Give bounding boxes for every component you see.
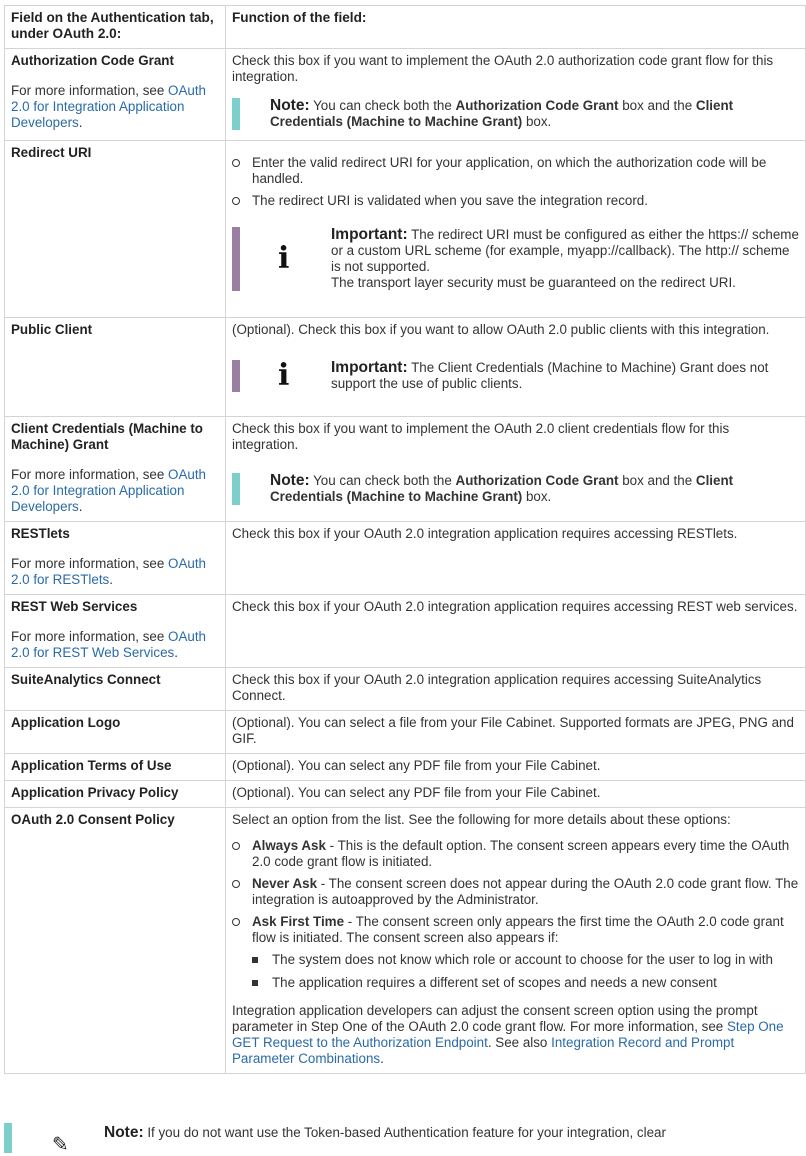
function-cell	[226, 595, 806, 668]
note-bold-1: Authorization Code Grant	[455, 473, 619, 488]
field-name: REST Web Services	[11, 599, 138, 614]
column-header-function: Function of the field:	[226, 6, 806, 49]
consent-paragraph-text-3: .	[380, 1051, 384, 1066]
field-cell	[5, 595, 226, 668]
list-item: The redirect URI is validated when you save the integration record.	[232, 193, 799, 209]
note-callout	[232, 473, 799, 505]
list-item: The application requires a different set of scopes and needs a new consent	[252, 975, 799, 991]
field-cell	[5, 668, 226, 711]
important-text	[232, 227, 799, 291]
table-row	[5, 318, 806, 417]
list-item	[232, 914, 799, 991]
link-integration-record-prompt[interactable]: Integration Record and Prompt Parameter Combinations	[232, 1035, 735, 1066]
option-always-ask: Always Ask	[252, 838, 326, 853]
sub-bullet-list	[252, 952, 799, 991]
more-info-suffix: .	[174, 645, 178, 660]
info-icon: i	[278, 241, 290, 276]
field-description: (Optional). Check this box if you want to allow OAuth 2.0 public clients with this integration.	[232, 322, 770, 337]
table-row	[5, 417, 806, 522]
link-oauth-integration-developers[interactable]: OAuth 2.0 for Integration Application Developers	[11, 467, 206, 514]
table-row	[5, 668, 806, 711]
note-text-1: You can check both the	[309, 473, 456, 488]
fields-table	[4, 5, 806, 1074]
field-name: Authorization Code Grant	[11, 53, 174, 68]
more-info	[11, 629, 219, 661]
important-label: Important:	[331, 226, 408, 243]
pencil-icon: ✎	[52, 1134, 69, 1156]
function-cell	[226, 417, 806, 522]
function-cell	[226, 711, 806, 754]
field-cell	[5, 141, 226, 318]
note-text-3: box.	[522, 489, 552, 504]
function-cell	[226, 522, 806, 595]
table-row	[5, 595, 806, 668]
field-description: (Optional). You can select any PDF file from your File Cabinet.	[232, 758, 601, 773]
important-label: Important:	[331, 359, 408, 376]
note-bold-2: Client Credentials (Machine to Machine Grant)	[270, 473, 734, 504]
option-always-ask-text: - This is the default option. The consent screen appears every time the OAuth 2.0 code grant flow is initiated.	[252, 838, 790, 869]
option-never-ask-text: - The consent screen does not appear during the OAuth 2.0 code grant flow. The integration is autoapproved by the Administrator.	[252, 876, 799, 907]
important-callout	[232, 227, 799, 291]
function-cell	[226, 808, 806, 1074]
function-cell	[226, 318, 806, 417]
option-ask-first-time: Ask First Time	[252, 914, 345, 929]
note-text	[232, 473, 799, 505]
list-item: The system does not know which role or account to choose for the user to log in with	[252, 952, 799, 968]
note-label: Note:	[270, 472, 310, 489]
field-description: Check this box if your OAuth 2.0 integration application requires accessing SuiteAnalytics Connect.	[232, 672, 762, 703]
field-description: Check this box if you want to implement the OAuth 2.0 client credentials flow for this integration.	[232, 421, 730, 452]
field-cell	[5, 318, 226, 417]
more-info	[11, 83, 219, 131]
field-name: Application Privacy Policy	[11, 785, 179, 800]
function-cell	[226, 668, 806, 711]
important-bar	[232, 360, 240, 392]
table-row	[5, 808, 806, 1074]
consent-options-list	[232, 838, 799, 991]
field-cell	[5, 49, 226, 141]
option-ask-first-time-text: - The consent screen only appears the first time the OAuth 2.0 code grant flow is initiated. The consent screen also appears if:	[252, 914, 784, 945]
link-oauth-restlets[interactable]: OAuth 2.0 for RESTlets	[11, 556, 206, 587]
consent-paragraph-text-1: Integration application developers can adjust the consent screen option using the prompt parameter in Step One of the OAuth 2.0 code grant flow. For more information, see	[232, 1003, 758, 1034]
note-body: If you do not want use the Token-based Authentication feature for your integration, clear	[143, 1125, 666, 1140]
field-description: Check this box if you want to implement the OAuth 2.0 authorization code grant flow for this integration.	[232, 53, 774, 84]
field-cell	[5, 808, 226, 1074]
table-row	[5, 141, 806, 318]
field-name: Application Logo	[11, 715, 121, 730]
note-text	[104, 1125, 666, 1141]
link-oauth-rest-web-services[interactable]: OAuth 2.0 for REST Web Services	[11, 629, 206, 660]
field-cell	[5, 781, 226, 808]
list-item: Enter the valid redirect URI for your application, on which the authorization code will be handled.	[232, 155, 799, 187]
field-description: (Optional). You can select any PDF file from your File Cabinet.	[232, 785, 601, 800]
table-row	[5, 522, 806, 595]
note-text-1: You can check both the	[309, 98, 456, 113]
field-description: Check this box if your OAuth 2.0 integration application requires accessing RESTlets.	[232, 526, 738, 541]
option-never-ask: Never Ask	[252, 876, 318, 891]
note-label: Note:	[104, 1124, 144, 1141]
column-header-field: Field on the Authentication tab, under OAuth 2.0:	[5, 6, 226, 49]
more-info-suffix: .	[109, 572, 113, 587]
more-info-prefix: For more information, see	[11, 467, 169, 482]
field-name: Application Terms of Use	[11, 758, 172, 773]
table-row	[5, 711, 806, 754]
more-info	[11, 467, 219, 515]
table-row	[5, 781, 806, 808]
function-cell	[226, 49, 806, 141]
important-text-1: The Client Credentials (Machine to Machine) Grant does not support the use of public clients.	[331, 360, 769, 391]
note-callout	[232, 98, 799, 130]
field-cell	[5, 754, 226, 781]
important-text-2: The transport layer security must be guaranteed on the redirect URI.	[331, 275, 736, 290]
note-bold-1: Authorization Code Grant	[455, 98, 619, 113]
function-cell	[226, 141, 806, 318]
field-name: OAuth 2.0 Consent Policy	[11, 812, 175, 827]
bullet-list	[232, 155, 799, 209]
info-icon: i	[278, 358, 290, 393]
list-item	[232, 838, 799, 870]
note-label: Note:	[270, 97, 310, 114]
important-bar	[232, 227, 240, 291]
function-cell	[226, 754, 806, 781]
note-text-3: box.	[522, 114, 552, 129]
consent-paragraph	[232, 1003, 799, 1067]
field-cell	[5, 711, 226, 754]
field-name: Client Credentials (Machine to Machine) Grant	[11, 421, 203, 452]
note-bar	[232, 98, 240, 130]
more-info-suffix: .	[78, 115, 83, 130]
field-description: Check this box if your OAuth 2.0 integration application requires accessing REST web services.	[232, 599, 798, 614]
table-header-row	[5, 6, 806, 49]
table-row	[5, 49, 806, 141]
important-text-1: The redirect URI must be configured as either the https:// scheme or a custom URL scheme (for example, myapp://callback). The http:// scheme is not supported.	[331, 227, 799, 274]
important-text	[232, 360, 799, 392]
more-info-prefix: For more information, see	[11, 83, 169, 98]
important-callout	[232, 360, 799, 392]
field-cell	[5, 522, 226, 595]
more-info	[11, 556, 219, 588]
field-name: RESTlets	[11, 526, 70, 541]
note-text-2: box and the	[618, 473, 696, 488]
list-item	[232, 876, 799, 908]
note-text	[232, 98, 799, 130]
more-info-prefix: For more information, see	[11, 629, 169, 644]
consent-paragraph-text-2: . See also	[487, 1035, 552, 1050]
note-bold-2: Client Credentials (Machine to Machine Grant)	[270, 98, 734, 129]
link-step-one-get-request[interactable]: Step One GET Request to the Authorization Endpoint	[232, 1019, 784, 1050]
field-cell	[5, 417, 226, 522]
note-text-2: box and the	[618, 98, 696, 113]
link-oauth-integration-developers[interactable]: OAuth 2.0 for Integration Application Developers	[11, 83, 206, 130]
field-name: Redirect URI	[11, 145, 92, 160]
field-name: SuiteAnalytics Connect	[11, 672, 161, 687]
field-name: Public Client	[11, 322, 93, 337]
field-description: (Optional). You can select a file from your File Cabinet. Supported formats are JPEG, PNG and GIF.	[232, 715, 794, 746]
note-bar	[232, 473, 240, 505]
field-description: Select an option from the list. See the following for more details about these options:	[232, 812, 731, 827]
more-info-suffix: .	[78, 499, 83, 514]
more-info-prefix: For more information, see	[11, 556, 169, 571]
function-cell	[226, 781, 806, 808]
table-row	[5, 754, 806, 781]
